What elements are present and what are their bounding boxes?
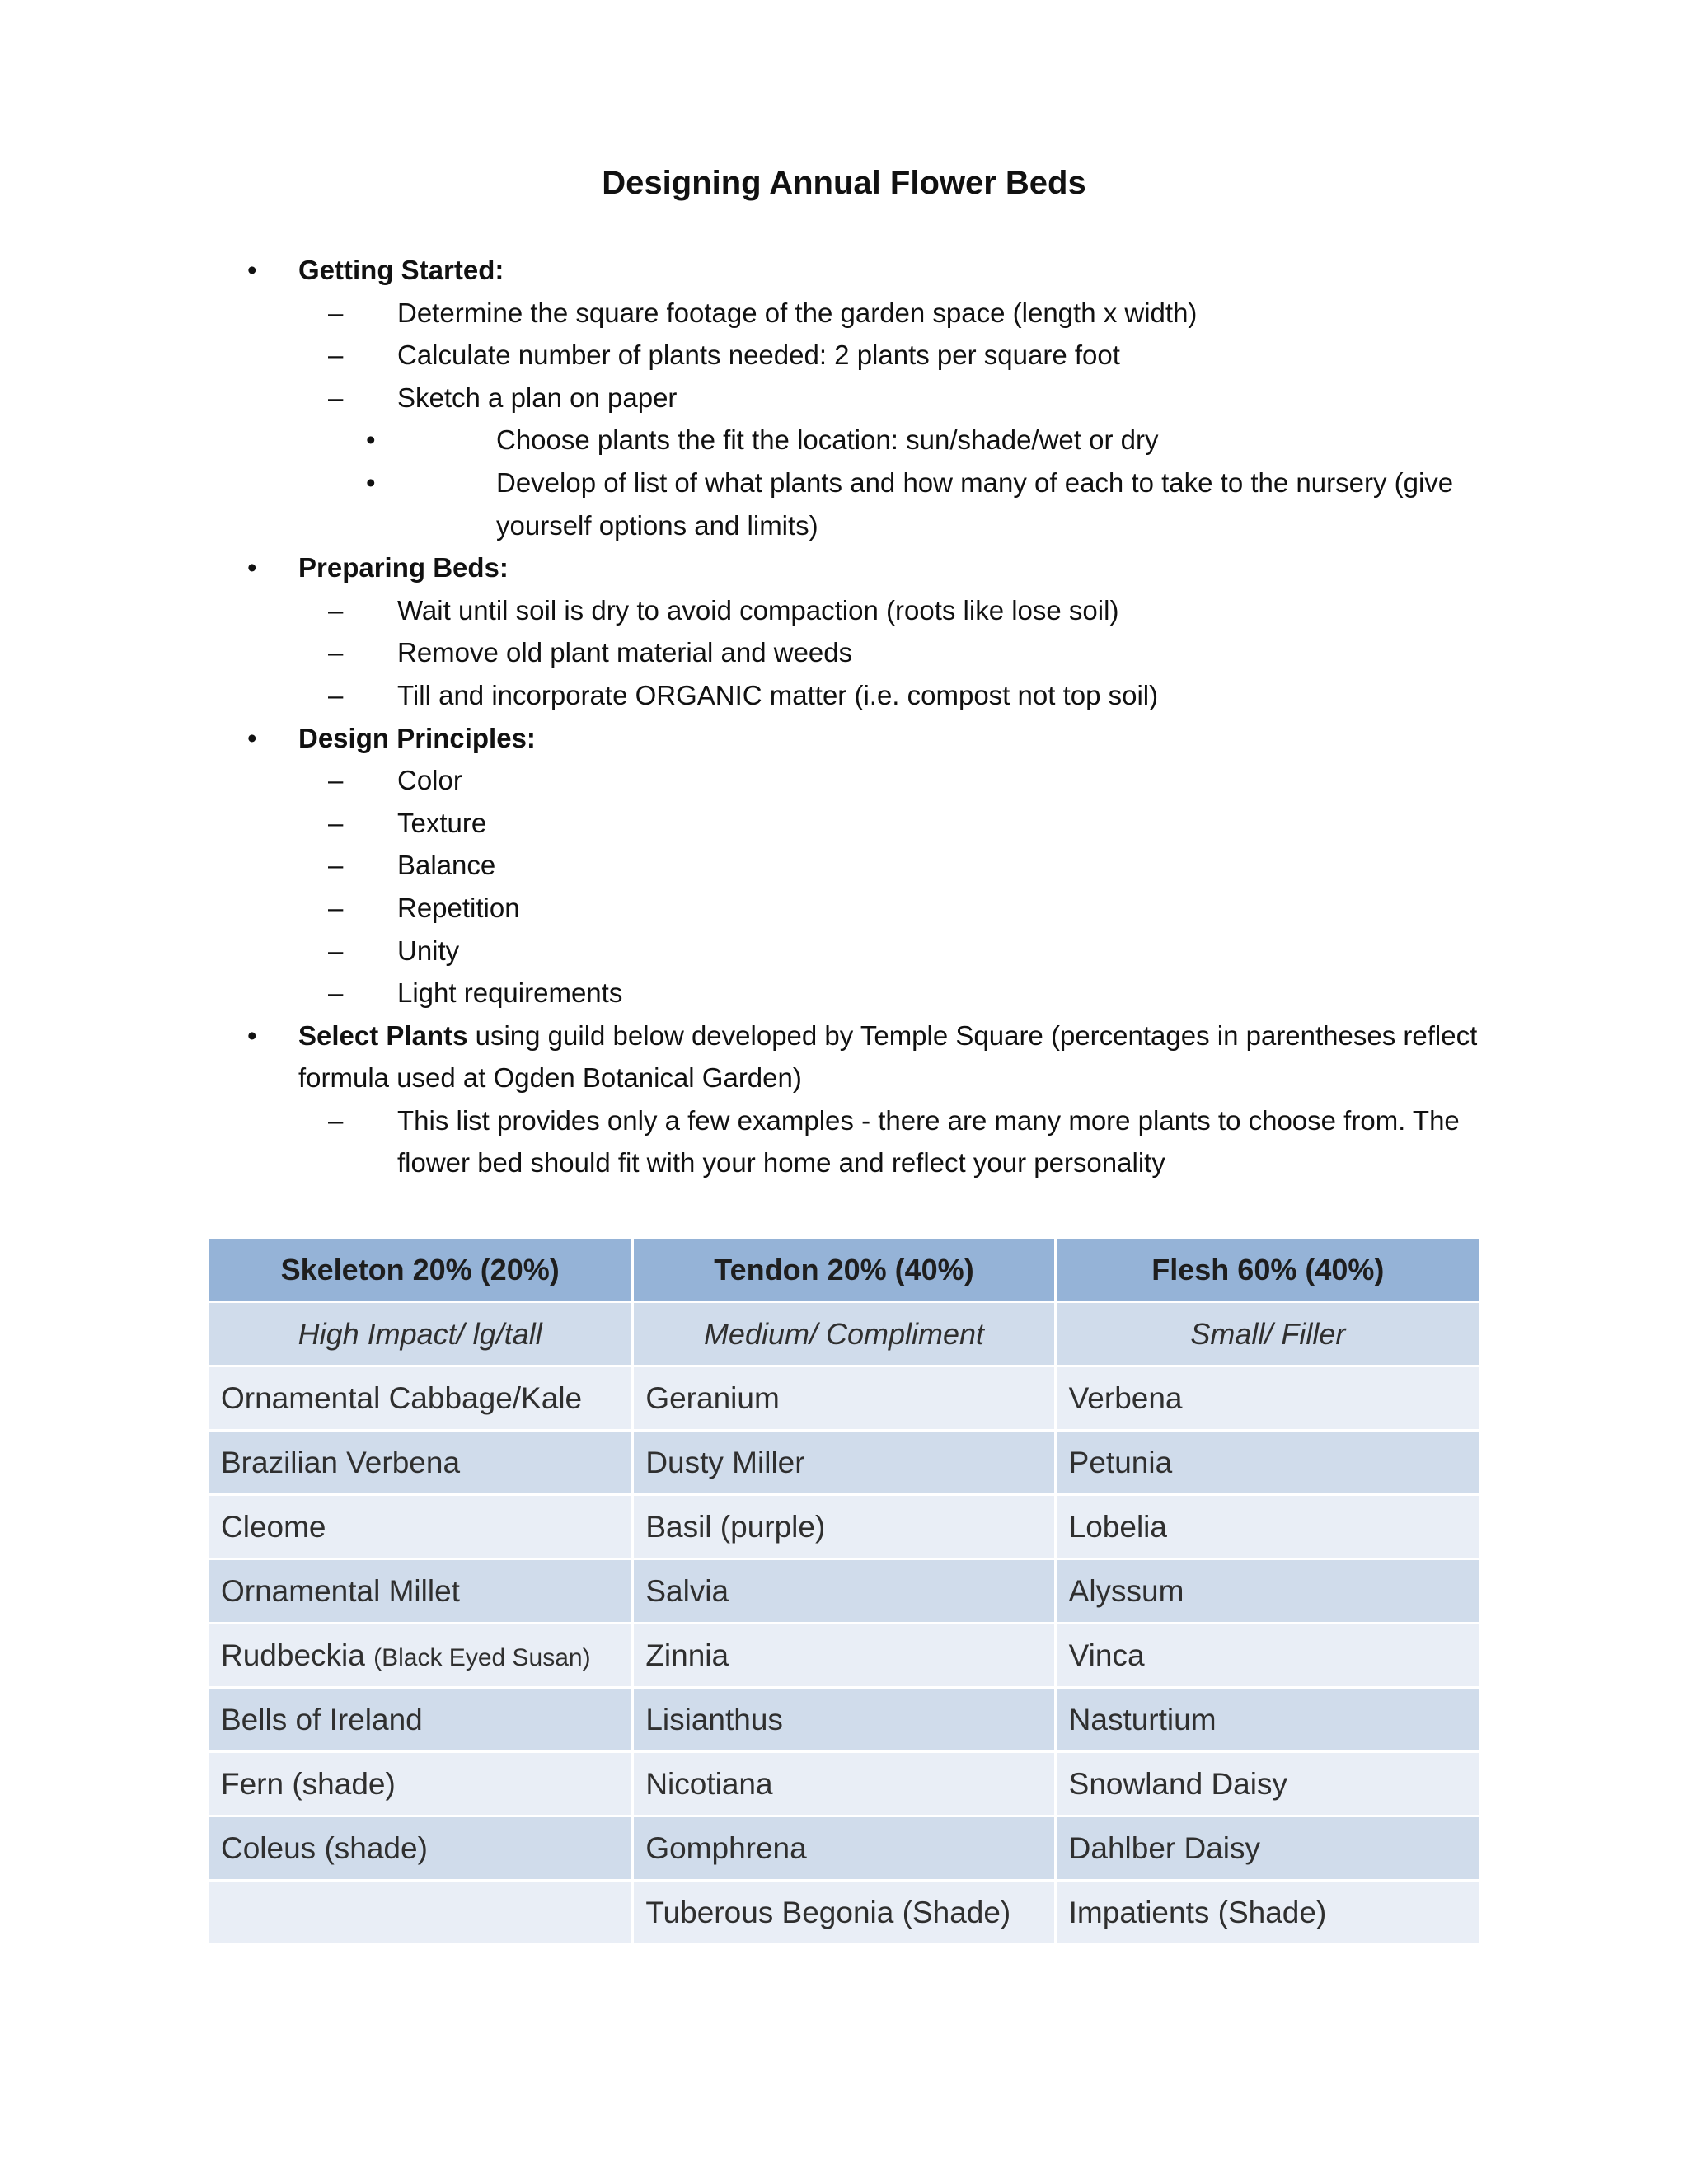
section-heading: Design Principles: [298,722,536,753]
list-item-text: Determine the square footage of the garden space (length x width) [397,297,1198,328]
list-item [298,674,1500,717]
table-cell: Dahlber Daisy [1056,1816,1479,1881]
table-cell: Gomphrena [632,1816,1055,1881]
list-item-text: Balance [397,850,496,881]
list-item-text: Remove old plant material and weeds [397,637,853,668]
table-cell: Verbena [1056,1366,1479,1431]
dash-marker: – [328,807,344,838]
header-skeleton: Skeleton 20% (20%) [209,1239,632,1302]
section-heading: Preparing Beds: [298,552,509,583]
section-heading: Select Plants [298,1019,468,1051]
outline-list [247,249,1500,1184]
bullet-marker: • [247,552,257,583]
table-row [209,1431,1479,1495]
dash-marker: – [328,765,344,796]
section-intro-text: using guild below developed by Temple Square (percentages in parentheses reflect formula used at Ogden Botanical Garden) [298,1019,1478,1094]
table-row [209,1752,1479,1816]
list-item [298,377,1500,546]
list-item [298,292,1500,335]
section-design-principles [247,717,1500,1015]
list-item-text: Wait until soil is dry to avoid compaction (roots like lose soil) [397,594,1119,626]
list-item [298,802,1500,845]
dash-marker: – [328,594,344,626]
sub-list-item [366,462,1500,546]
section-preparing-beds [247,546,1500,716]
page-title: Designing Annual Flower Beds [602,165,1086,201]
cell-note: (Black Eyed Susan) [373,1643,591,1671]
table-cell: Dusty Miller [632,1431,1055,1495]
dash-marker: – [328,977,344,1009]
list-item [298,887,1500,930]
dash-marker: – [328,892,344,923]
list-item-text: Color [397,765,462,796]
table-cell: Zinnia [632,1624,1055,1688]
sub-list-item [366,419,1500,462]
dash-marker: – [328,297,344,328]
list-item-text: Repetition [397,892,520,923]
list-item-text: Texture [397,807,487,838]
dash-marker: – [328,1104,344,1136]
dash-marker: – [328,850,344,881]
dash-marker: – [328,382,344,413]
table-row [209,1816,1479,1881]
table-cell: Lobelia [1056,1495,1479,1559]
table-cell [209,1881,632,1945]
section-getting-started [247,249,1500,546]
header-tendon: Tendon 20% (40%) [632,1239,1055,1302]
subheader-cell: High Impact/ lg/tall [209,1302,632,1366]
bullet-marker: • [247,1019,257,1051]
table-row [209,1559,1479,1624]
table-cell: Basil (purple) [632,1495,1055,1559]
section-heading: Getting Started: [298,255,504,285]
list-item [298,930,1500,972]
list-item [298,589,1500,632]
dash-marker: – [328,637,344,668]
list-item [298,759,1500,802]
header-flesh: Flesh 60% (40%) [1056,1239,1479,1302]
table-row [209,1624,1479,1688]
bullet-marker: • [366,466,376,498]
dash-marker: – [328,935,344,966]
list-item-text: Till and incorporate ORGANIC matter (i.e. compost not top soil) [397,679,1159,710]
table-cell: Lisianthus [632,1688,1055,1752]
list-item [298,334,1500,377]
table-cell: Vinca [1056,1624,1479,1688]
table-cell: Bells of Ireland [209,1688,632,1752]
list-item [298,844,1500,887]
bullet-marker: • [247,255,257,285]
table-header-row [209,1239,1479,1302]
table-cell: Ornamental Cabbage/Kale [209,1366,632,1431]
table-cell: Nicotiana [632,1752,1055,1816]
dash-marker: – [328,679,344,710]
list-item-text: Calculate number of plants needed: 2 plants per square foot [397,340,1120,371]
list-item-text: Unity [397,935,460,966]
table-row [209,1366,1479,1431]
table-cell: Salvia [632,1559,1055,1624]
list-item-text: This list provides only a few examples - there are many more plants to choose from. The flower bed should fit with your home and reflect your personality [397,1104,1460,1179]
table-row [209,1881,1479,1945]
list-item [298,972,1500,1015]
table-cell: Nasturtium [1056,1688,1479,1752]
list-item [298,631,1500,674]
table-subheader-row [209,1302,1479,1366]
table-cell: Alyssum [1056,1559,1479,1624]
table-cell: Ornamental Millet [209,1559,632,1624]
cell-text: Rudbeckia [221,1638,365,1672]
subheader-cell: Small/ Filler [1056,1302,1479,1366]
table-cell [209,1624,632,1688]
table-cell: Geranium [632,1366,1055,1431]
list-item-text: Sketch a plan on paper [397,382,678,413]
table-cell: Snowland Daisy [1056,1752,1479,1816]
plant-guild-table [209,1239,1479,1946]
table-cell: Cleome [209,1495,632,1559]
subheader-cell: Medium/ Compliment [632,1302,1055,1366]
sub-list-item-text: Develop of list of what plants and how many of each to take to the nursery (give yourself options and limits) [496,466,1454,541]
dash-marker: – [328,340,344,371]
table-cell: Brazilian Verbena [209,1431,632,1495]
bullet-marker: • [247,722,257,753]
table-cell: Fern (shade) [209,1752,632,1816]
bullet-marker: • [366,424,376,456]
table-cell: Impatients (Shade) [1056,1881,1479,1945]
table-cell: Coleus (shade) [209,1816,632,1881]
sub-list-item-text: Choose plants the fit the location: sun/shade/wet or dry [496,424,1159,456]
table-row [209,1495,1479,1559]
table-cell: Tuberous Begonia (Shade) [632,1881,1055,1945]
list-item-text: Light requirements [397,977,623,1009]
table-row [209,1688,1479,1752]
table-cell: Petunia [1056,1431,1479,1495]
section-select-plants [247,1015,1500,1184]
list-item [298,1099,1500,1184]
